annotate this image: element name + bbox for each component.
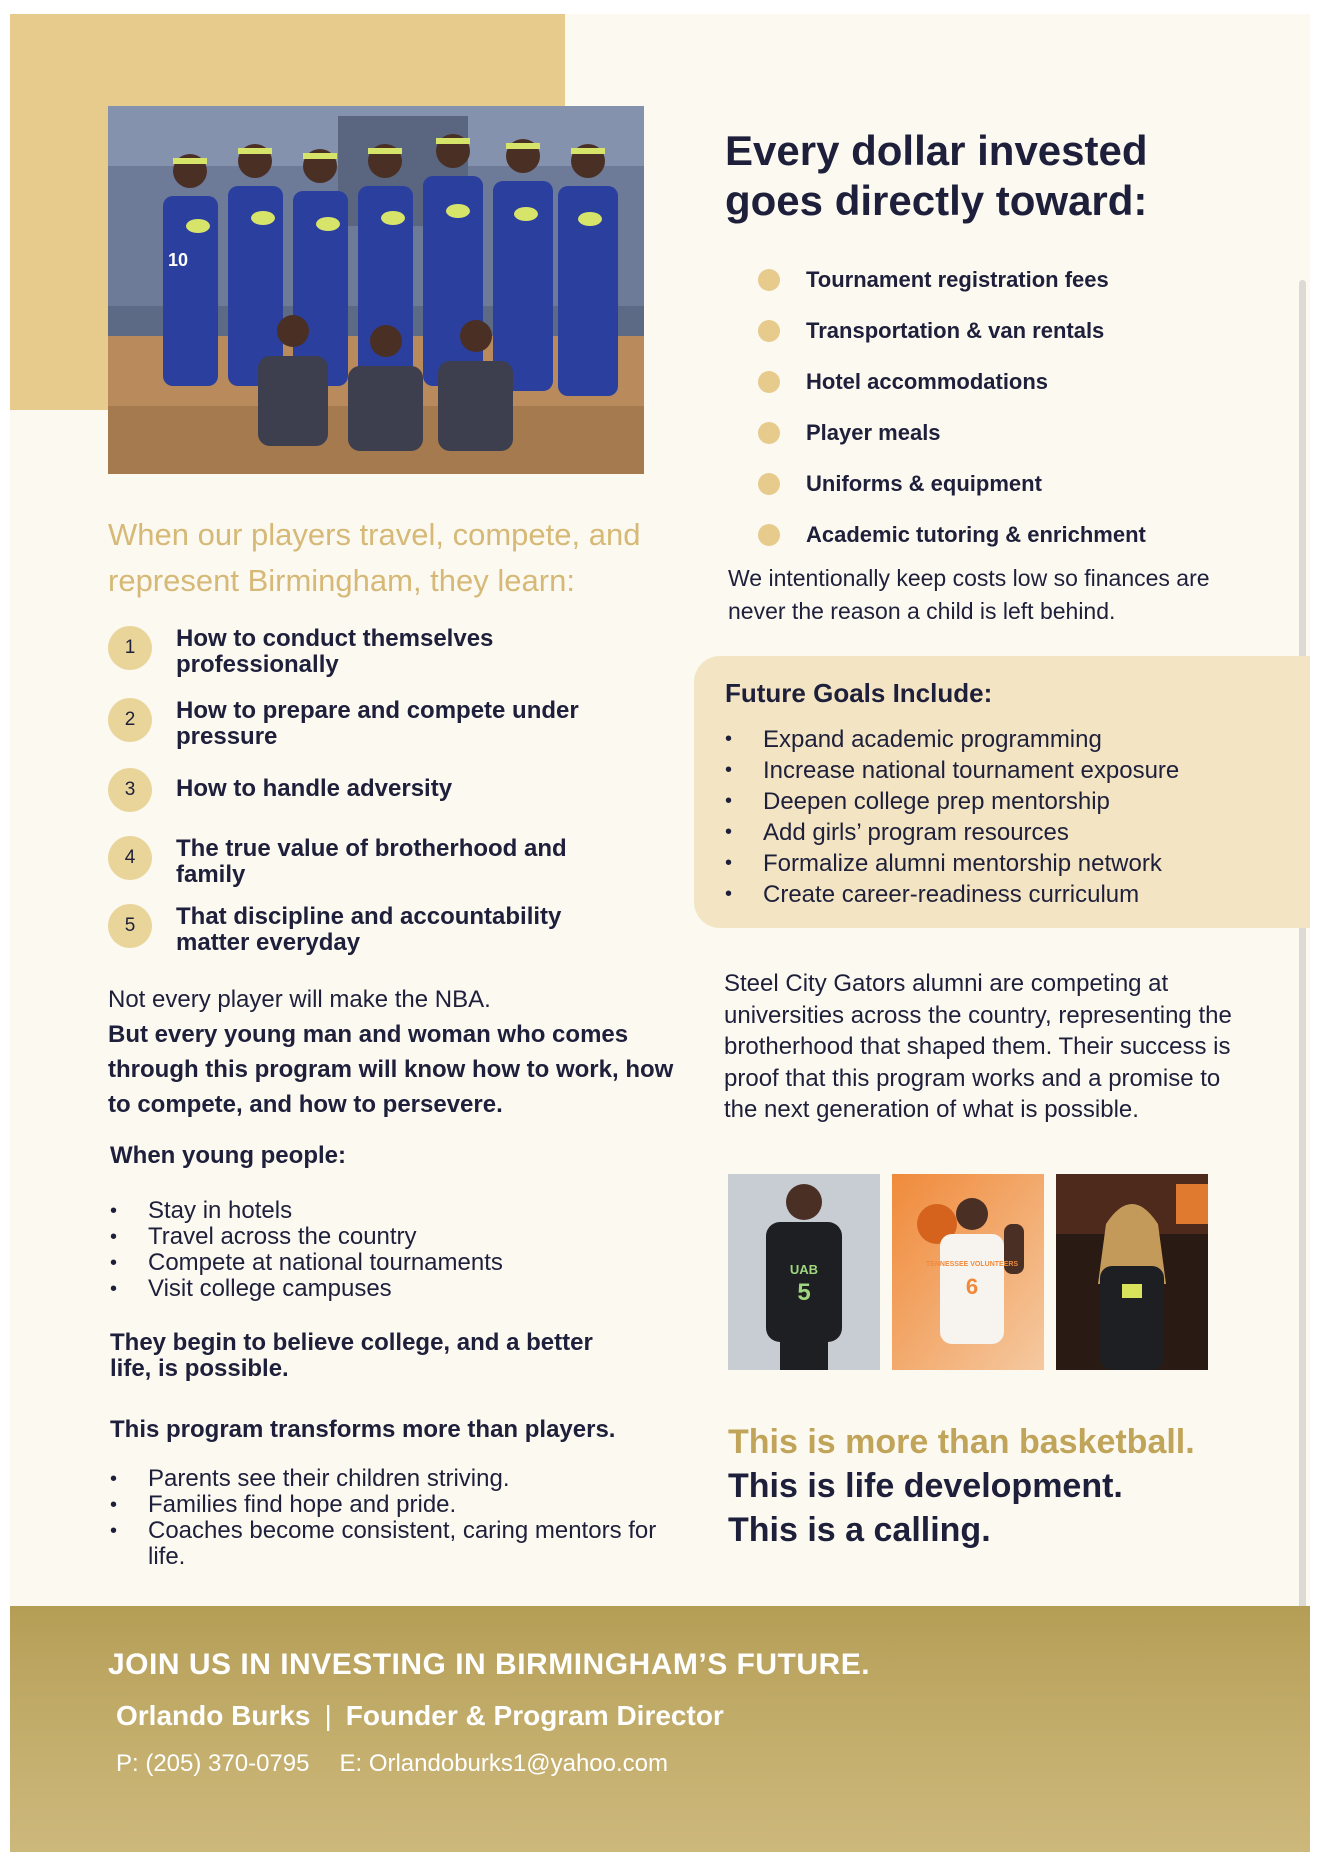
invest-item (758, 254, 1146, 305)
list-item: • Families find hope and pride. (110, 1492, 690, 1518)
gold-dot-icon (758, 422, 780, 444)
footer-contact-name (116, 1700, 724, 1732)
jersey-label: TENNESSEE VOLUNTEERS (925, 1261, 1019, 1268)
invest-item (758, 407, 1146, 458)
invest-item-text: Player meals (806, 419, 941, 445)
alumni-photos (728, 1174, 1208, 1370)
footer (10, 1606, 1310, 1852)
learn-item (108, 904, 668, 956)
learn-item (108, 626, 668, 678)
transforms-list (110, 1466, 690, 1570)
invest-heading-line1: Every dollar invested (725, 127, 1148, 174)
gold-dot-icon (758, 473, 780, 495)
team-photo-jersey-number: 10 (168, 250, 189, 270)
invest-item (758, 458, 1146, 509)
list-item: • Expand academic programming (725, 724, 1305, 755)
nba-line1: Not every player will make the NBA. (108, 986, 491, 1013)
jersey-label: UAB (789, 1262, 819, 1277)
invest-item-text: Uniforms & equipment (806, 470, 1042, 496)
footer-title: JOIN US IN INVESTING IN BIRMINGHAM’S FUTURE. (108, 1648, 871, 1681)
believe-statement: They begin to believe college, and a better life, is possible. (110, 1329, 593, 1382)
list-item: • Compete at national tournaments (110, 1250, 670, 1276)
list-item: • Travel across the country (110, 1224, 670, 1250)
calling-line3: This is a calling. (728, 1511, 991, 1549)
list-item: • Visit college campuses (110, 1276, 670, 1302)
invest-list (758, 254, 1146, 560)
flyer-page (10, 14, 1310, 1852)
contact-email[interactable]: E: Orlandoburks1@yahoo.com (339, 1750, 668, 1777)
list-item: • Stay in hotels (110, 1198, 670, 1224)
list-item: • Create career-readiness curriculum (725, 879, 1305, 910)
gold-dot-icon (758, 371, 780, 393)
number-badge: 5 (108, 904, 152, 948)
learn-item-text: That discipline and accountability matter everyday (176, 903, 562, 956)
nba-line2: But every young man and woman who comes through this program will know how to work, how to compete, and how to persevere. (108, 1021, 674, 1118)
contact-separator: | (324, 1700, 332, 1731)
list-item: • Add girls’ program resources (725, 817, 1305, 848)
young-people-list (110, 1198, 670, 1302)
footer-contact-details (116, 1750, 668, 1778)
gold-dot-icon (758, 320, 780, 342)
learn-item-text: The true value of brotherhood and family (176, 835, 567, 888)
invest-heading (725, 126, 1148, 226)
jersey-number: 6 (965, 1274, 979, 1299)
list-item: • Parents see their children striving. (110, 1466, 690, 1492)
calling-line1: This is more than basketball. (728, 1423, 1195, 1461)
learn-item (108, 698, 668, 750)
learn-item (108, 836, 668, 888)
future-goals-list (725, 724, 1305, 910)
list-item: • Formalize alumni mentorship network (725, 848, 1305, 879)
jersey-number: 5 (797, 1279, 811, 1306)
cost-note: We intentionally keep costs low so finances are never the reason a child is left behind. (728, 565, 1210, 624)
learn-item (108, 768, 668, 812)
alumni-photo-player-three (1056, 1174, 1208, 1370)
learn-heading-line2: represent Birmingham, they learn: (108, 563, 575, 598)
invest-item (758, 305, 1146, 356)
invest-item-text: Hotel accommodations (806, 368, 1049, 394)
transforms-heading: This program transforms more than players. (110, 1416, 616, 1443)
learn-heading (108, 512, 688, 604)
scrollbar[interactable] (1299, 280, 1306, 1800)
list-item: • Coaches become consistent, caring mentors for life. (110, 1518, 690, 1570)
gold-dot-icon (758, 524, 780, 546)
alumni-photo-uab (728, 1174, 880, 1370)
number-badge: 4 (108, 836, 152, 880)
invest-item-text: Academic tutoring & enrichment (806, 521, 1146, 547)
invest-item-text: Transportation & van rentals (806, 317, 1105, 343)
calling-statement (728, 1420, 1195, 1552)
invest-heading-line2: goes directly toward: (725, 177, 1148, 224)
list-item: • Increase national tournament exposure (725, 755, 1305, 786)
invest-item (758, 356, 1146, 407)
number-badge: 1 (108, 626, 152, 670)
contact-phone[interactable]: P: (205) 370-0795 (116, 1750, 310, 1777)
number-badge: 3 (108, 768, 152, 812)
list-item: • Deepen college prep mentorship (725, 786, 1305, 817)
learn-heading-line1: When our players travel, compete, and (108, 517, 641, 552)
invest-item (758, 509, 1146, 560)
alumni-text: Steel City Gators alumni are competing at universities across the country, representing the brotherhood that shaped them. Their success is proof that this program works and a promise to the next generation of what is possible. (724, 970, 1232, 1123)
gold-dot-icon (758, 269, 780, 291)
number-badge: 2 (108, 698, 152, 742)
invest-item-text: Tournament registration fees (806, 266, 1109, 292)
learn-item-text: How to handle adversity (176, 775, 453, 802)
calling-line2: This is life development. (728, 1467, 1123, 1505)
contact-role: Founder & Program Director (345, 1700, 724, 1731)
contact-name: Orlando Burks (116, 1700, 311, 1731)
future-goals-heading: Future Goals Include: (725, 678, 993, 708)
young-people-heading: When young people: (110, 1142, 346, 1169)
learn-item-text: How to conduct themselves professionally (176, 625, 494, 678)
nba-statement (108, 982, 688, 1122)
alumni-photo-tennessee (892, 1174, 1044, 1370)
learn-item-text: How to prepare and compete under pressure (176, 697, 579, 750)
team-photo (108, 106, 644, 474)
